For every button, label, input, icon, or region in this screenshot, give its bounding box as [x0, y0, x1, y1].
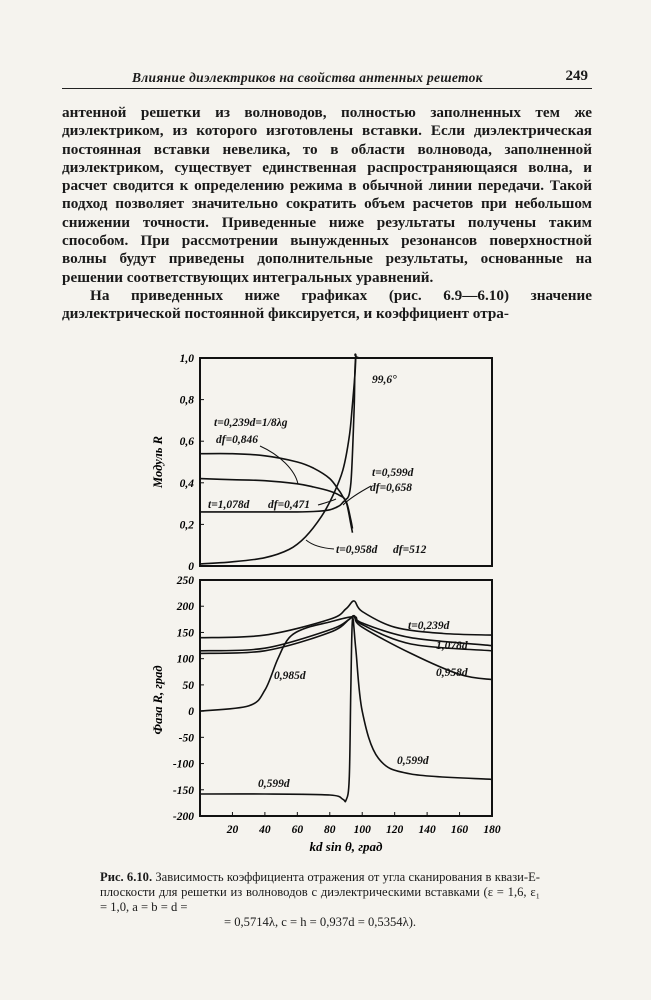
annotation-b-0985: 0,985d: [274, 670, 306, 682]
paragraph: На приведенных ниже графиках (рис. 6.9—6.10) значение диэлектрической постоянной фиксируется, и коэффициент отра-: [62, 286, 592, 323]
running-title: Влияние диэлектриков на свойства антенных решеток: [132, 70, 483, 85]
annotation-b-1078: 1,078d: [436, 640, 468, 652]
bottom-y-tick-label: 50: [182, 679, 194, 692]
bottom-y-tick-label: 0: [188, 706, 194, 719]
caption-formula: = 0,5714λ, c = h = 0,937d = 0,5354λ).: [223, 915, 417, 929]
x-tick-label: 180: [483, 824, 501, 836]
figure-caption: [100, 870, 540, 930]
x-tick-label: 20: [226, 824, 239, 836]
bottom-y-tick-label: -200: [172, 811, 194, 823]
top-series-group: [200, 354, 492, 564]
bottom-plot-frame: [200, 580, 492, 816]
annotation-t0239: t=0,239d=1/8λg: [214, 417, 288, 429]
top-y-tick-label: 0,2: [179, 519, 194, 532]
x-tick-label: 40: [259, 824, 271, 836]
top-y-tick-label: 0,8: [179, 394, 194, 407]
top-y-tick-label: 1,0: [179, 353, 194, 365]
top-series-line: [200, 358, 356, 564]
leader-lines-top: [260, 446, 371, 549]
top-y-tick-label: 0,4: [179, 477, 194, 490]
caption-text: Зависимость коэффициента отражения от угла сканирования в квази-E-плоскости для решетки из волноводов с диэлектрическими вставками (ε = 1,6, ε₁ = 1,0, a = b = d =: [100, 870, 540, 914]
bottom-y-axis-title: Фаза R, град: [151, 665, 165, 735]
x-tick-label: 160: [450, 824, 469, 836]
annotation-99-6: 99,6°: [372, 374, 397, 386]
leader-t0239: [260, 446, 298, 484]
top-y-tick-label: 0: [188, 561, 194, 573]
page-number: 249: [565, 68, 588, 84]
bottom-y-tick-label: 100: [176, 653, 194, 666]
bottom-y-tick-label: 200: [176, 601, 194, 614]
annotation-t1078: t=1,078d: [208, 499, 250, 511]
paragraph: антенной решетки из волноводов, полностью заполненных тем же диэлектриком, из которого изготовлены вставки. Если диэлектрическая постоянная вставки невелика, то в области волновода, заполненной диэлектриком, существует единственная распространяющаяся волна, и расчет сводится к определению режима в обычной линии передачи. Такой подход позволяет значительно сократить объем расчетов при небольшом снижении точности. Приведенные ниже результаты получены таким способом. При рассмотрении вынужденных резонансов поверхностной волны будут приведены дополнительные результаты, основанные на решении соответствующих интегральных уравнений.: [62, 104, 592, 286]
top-plot-frame: [200, 358, 492, 566]
bottom-y-tick-label: -150: [172, 784, 194, 797]
annotation-b-t0239: t=0,239d: [408, 620, 450, 632]
bottom-y-tick-label: 250: [176, 575, 194, 587]
bottom-y-tick-label: -100: [172, 758, 194, 771]
leader-t1078: [318, 499, 336, 505]
annotation-t0599: t=0,599d: [372, 467, 414, 479]
x-tick-label: 140: [418, 824, 436, 836]
bottom-y-tick-label: 150: [176, 627, 194, 640]
x-tick-label: 100: [353, 824, 371, 836]
annotation-df512: df=512: [393, 544, 427, 556]
top-y-tick-label: 0,6: [179, 436, 194, 449]
x-tick-label: 80: [324, 824, 336, 836]
annotation-b-0599-left: 0,599d: [258, 778, 290, 790]
annotation-df0846: df=0,846: [216, 434, 259, 446]
x-tick-label: 60: [291, 824, 304, 836]
annotation-b-0958: 0,958d: [436, 667, 468, 679]
top-y-axis-title: Модуль R: [151, 436, 165, 488]
annotation-df0471: df=0,471: [268, 499, 311, 511]
annotation-b-0599-right: 0,599d: [397, 755, 429, 767]
x-axis-title: kd sin θ, град: [309, 839, 383, 854]
caption-label: Рис. 6.10.: [100, 870, 153, 884]
annotation-df0658: df=0,658: [370, 482, 413, 494]
annotation-t0958: t=0,958d: [336, 544, 378, 556]
x-tick-label: 120: [386, 824, 404, 836]
bottom-y-tick-label: -50: [178, 732, 194, 745]
leader-t0958: [306, 540, 334, 549]
